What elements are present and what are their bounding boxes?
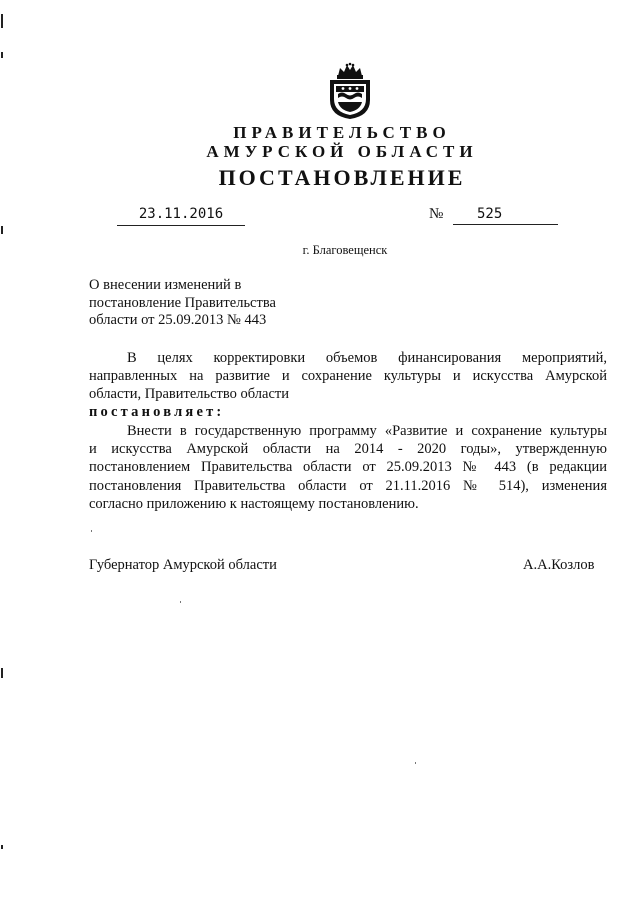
decree-word: постановляет: xyxy=(89,404,225,420)
decision-line: Внести в государственную программу «Развитие и сохранение культуры xyxy=(127,423,607,439)
decision-line: согласно приложению к настоящему постановлению. xyxy=(89,495,419,512)
decision-line: постановлением Правительства области от 25.09.2013 № 443 (в редакции xyxy=(89,459,607,476)
scan-speck xyxy=(415,762,416,764)
signatory-position: Губернатор Амурской области xyxy=(89,557,277,573)
preamble-paragraph xyxy=(89,349,607,404)
government-title: ПРАВИТЕЛЬСТВО xyxy=(233,123,451,142)
signatory-name: А.А.Козлов xyxy=(523,557,595,573)
scan-edge-mark xyxy=(1,845,3,849)
scan-speck xyxy=(180,601,181,603)
document-number: 525 xyxy=(453,206,558,225)
decision-line: и искусства Амурской области на 2014 - 2020 годы», утвержденную xyxy=(89,441,607,458)
document-subject xyxy=(89,277,349,330)
city-line: г. Благовещенск xyxy=(302,243,388,257)
scan-edge-mark xyxy=(1,668,3,678)
subject-line: постановление Правительства xyxy=(89,294,276,311)
preamble-line: В целях корректировки объемов финансирования мероприятий, xyxy=(127,350,607,366)
subject-line: О внесении изменений в xyxy=(89,277,242,293)
subject-line: области от 25.09.2013 № 443 xyxy=(89,312,267,328)
document-date: 23.11.2016 xyxy=(117,206,245,226)
decision-paragraph xyxy=(89,422,607,513)
region-title: АМУРСКОЙ ОБЛАСТИ xyxy=(206,142,478,161)
scan-speck xyxy=(91,530,92,532)
decision-line: постановления Правительства области от 21.11.2016 № 514), изменения xyxy=(89,477,607,494)
scan-edge-mark xyxy=(1,14,3,28)
preamble-line: области, Правительство области xyxy=(89,386,289,403)
coat-of-arms-icon xyxy=(326,62,374,120)
preamble-line: направленных на развитие и сохранение культуры и искусства Амурской xyxy=(89,368,607,385)
scan-edge-mark xyxy=(1,226,3,234)
scan-edge-mark xyxy=(1,52,3,58)
number-sign: № xyxy=(429,206,444,222)
document-kind-title: ПОСТАНОВЛЕНИЕ xyxy=(218,165,466,190)
